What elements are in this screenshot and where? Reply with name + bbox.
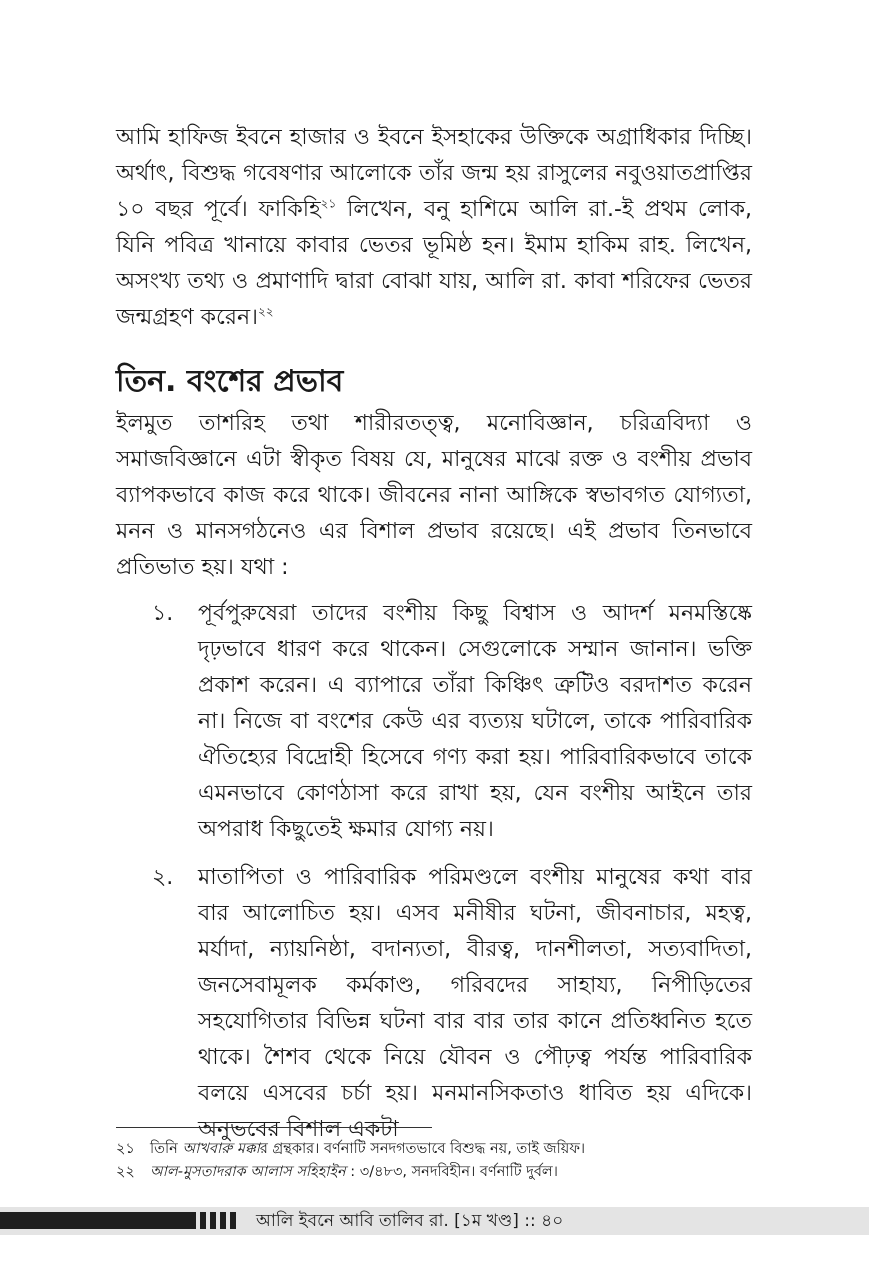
numbered-list	[116, 596, 752, 1148]
list-item	[116, 860, 752, 1148]
footnote-text: : ৩/৪৮৩, সনদবিহীন। বর্ণনাটি দুর্বল।	[345, 1164, 558, 1180]
list-item-text: মাতাপিতা ও পারিবারিক পরিমণ্ডলে বংশীয় মানুষের কথা বার বার আলোচিত হয়। এসব মনীষীর ঘটনা, জীবনাচার, মহত্ব, মর্যাদা, ন্যায়নিষ্ঠা, বদান্যতা, বীরত্ব, দানশীলতা, সত্যবাদিতা, জনসেবামূলক কর্মকাণ্ড, গরিবদের সাহায্য, নিপীড়িতের সহযোগিতার বিভিন্ন ঘটনা বার বার তার কানে প্রতিধ্বনিত হতে থাকে। শৈশব থেকে নিয়ে যৌবন ও পৌঢ়ত্ব পর্যন্ত পারিবারিক বলয়ে এসবের চর্চা হয়। মনমানসিকতাও ধাবিত হয় এদিকে। অনুভবের বিশাল একটা	[198, 865, 752, 1142]
footnote-22	[116, 1161, 756, 1184]
footnote-ref-21[interactable]: ২১	[320, 196, 337, 211]
list-item-number: ১.	[152, 601, 174, 626]
intro-text-1: আমি হাফিজ ইবনে হাজার ও ইবনে ইসহাকের উক্তিকে অগ্রাধিকার দিচ্ছি। অর্থাৎ, বিশুদ্ধ গবেষণার আলোকে তাঁর জন্ম হয় রাসুলের নবুওয়াতপ্রাপ্তির ১০ বছর পূর্বে। ফাকিহি	[116, 125, 752, 222]
footnote-text: র গ্রন্থকার। বর্ণনাটি সনদগতভাবে বিশুদ্ধ নয়, তাই জয়িফ।	[259, 1141, 586, 1157]
footnote-ref-22[interactable]: ২২	[258, 304, 274, 319]
footnote-book-title: আখবারু মক্কা	[182, 1141, 260, 1157]
section-paragraph: ইলমুত তাশরিহ তথা শারীরতত্ত্ব, মনোবিজ্ঞান, চরিত্রবিদ্যা ও সমাজবিজ্ঞানে এটা স্বীকৃত বিষয় যে, মানুষের মাঝে রক্ত ও বংশীয় প্রভাব ব্যাপকভাবে কাজ করে থাকে। জীবনের নানা আঙ্গিকে স্বভাবগত যোগ্যতা, মনন ও মানসগঠনেও এর বিশাল প্রভাব রয়েছে। এই প্রভাব তিনভাবে প্রতিভাত হয়। যথা :	[116, 411, 752, 580]
list-item-number: ২.	[152, 865, 174, 890]
section-heading: তিন. বংশের প্রভাব	[116, 364, 344, 399]
footer-running-title: আলি ইবনে আবি তালিব রা. [১ম খণ্ড] :: ৪০	[256, 1211, 564, 1231]
list-item-text: পূর্বপুরুষেরা তাদের বংশীয় কিছু বিশ্বাস ও আদর্শ মনমস্তিষ্কে দৃঢ়ভাবে ধারণ করে থাকেন। সেগুলোকে সম্মান জানান। ভক্তি প্রকাশ করেন। এ ব্যাপারে তাঁরা কিঞ্চিৎ ত্রুটিও বরদাশত করেন না। নিজে বা বংশের কেউ এর ব্যত্যয় ঘটালে, তাকে পারিবারিক ঐতিহ্যের বিদ্রোহী হিসেবে গণ্য করা হয়। পারিবারিকভাবে তাকে এমনভাবে কোণঠাসা করে রাখা হয়, যেন বংশীয় আইনে তার অপরাধ কিছুতেই ক্ষমার যোগ্য নয়।	[198, 601, 752, 842]
footnote-number: ২১	[116, 1141, 135, 1157]
intro-text-2: লিখেন, বনু হাশিমে আলি রা.-ই প্রথম লোক, যিনি পবিত্র খানায়ে কাবার ভেতর ভূমিষ্ঠ হন। ইমাম হাকিম রাহ. লিখেন, অসংখ্য তথ্য ও প্রমাণাদি দ্বারা বোঝা যায়, আলি রা. কাবা শরিফের ভেতর জন্মগ্রহণ করেন।	[116, 197, 752, 330]
footnotes	[116, 1138, 756, 1184]
intro-paragraph	[116, 120, 752, 336]
footnote-number: ২২	[116, 1164, 135, 1180]
footnote-divider	[116, 1127, 432, 1128]
page-content	[116, 120, 752, 1148]
list-item	[116, 596, 752, 848]
footnote-book-title: আল-মুসতাদরাক আলাস সহিহাইন	[150, 1164, 346, 1180]
footnote-21	[116, 1138, 756, 1161]
footer-block-marks	[200, 1212, 240, 1229]
footnote-text: তিনি	[150, 1141, 183, 1157]
footer-dark-bar	[0, 1212, 196, 1229]
